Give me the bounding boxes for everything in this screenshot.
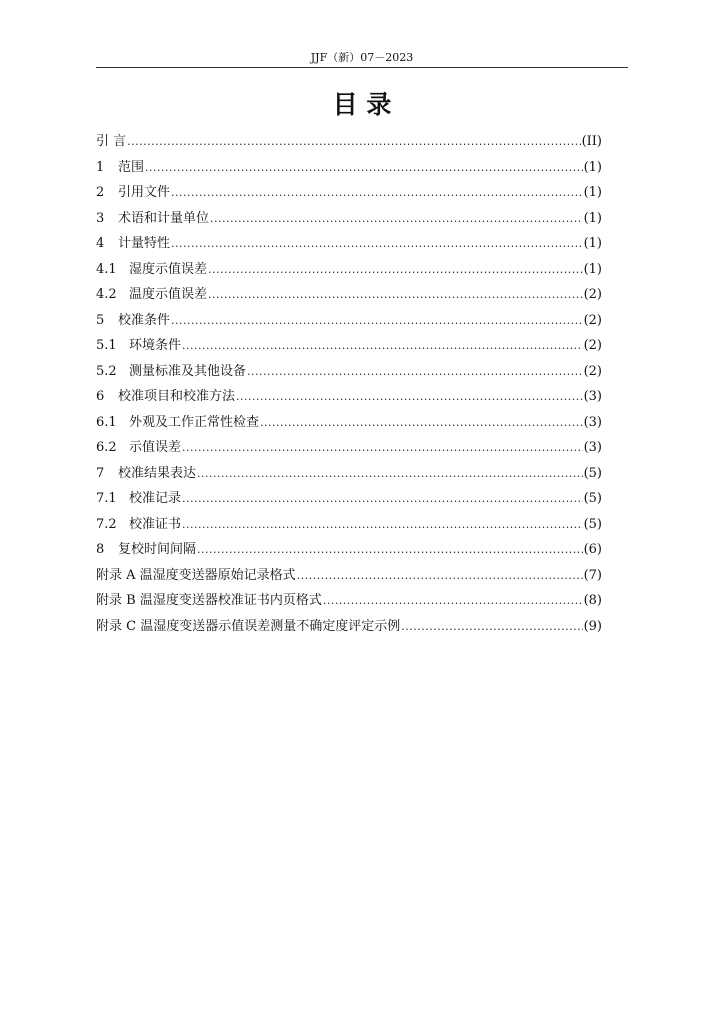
toc-dot-leader: [145, 155, 583, 181]
toc-section-number: 4.2: [96, 287, 117, 302]
toc-page-number: (5): [583, 516, 602, 532]
toc-entry[interactable]: [96, 257, 602, 283]
toc-dot-leader: [197, 537, 583, 563]
toc-label: 校准记录: [129, 491, 182, 506]
toc-page-number: (3): [583, 389, 602, 404]
toc-entry[interactable]: [96, 155, 602, 181]
toc-page-number: (5): [583, 491, 602, 506]
toc-entry[interactable]: [96, 537, 602, 563]
toc-dot-leader: [197, 461, 583, 487]
toc-label: 校准项目和校准方法: [118, 389, 236, 404]
toc-dot-leader: [247, 359, 583, 385]
toc-section-number: 7.2: [96, 516, 117, 532]
toc-label: 计量特性: [118, 236, 171, 251]
toc-label: 校准条件: [118, 312, 171, 328]
toc-dot-leader: [182, 333, 583, 359]
page-header-code: JJF（新）07－2023: [310, 51, 414, 64]
toc-label: 引用文件: [118, 185, 171, 200]
toc-entry[interactable]: [96, 333, 602, 359]
toc-section-number: 6.1: [96, 414, 117, 430]
toc-dot-leader: [127, 129, 580, 155]
toc-section-number: 5.2: [96, 363, 117, 379]
toc-label: 测量标准及其他设备: [129, 363, 247, 379]
toc-entry[interactable]: [96, 461, 602, 487]
toc-label: 环境条件: [129, 338, 182, 353]
header-rule: [96, 67, 628, 68]
toc-page-number: (II): [581, 134, 602, 149]
toc-dot-leader: [182, 512, 583, 538]
toc-entry[interactable]: [96, 410, 602, 436]
toc-entry-appendix-a[interactable]: [96, 563, 602, 589]
toc-section-number: 7: [96, 465, 105, 481]
toc-entry[interactable]: [96, 435, 602, 461]
toc-page-number: (1): [583, 210, 602, 226]
toc-page-number: (6): [583, 542, 602, 557]
toc-entry[interactable]: [96, 206, 602, 232]
toc-label: 校准结果表达: [118, 465, 197, 481]
toc-label: 术语和计量单位: [118, 210, 210, 226]
toc-entry-appendix-b[interactable]: [96, 588, 602, 614]
toc-entry[interactable]: [96, 308, 602, 334]
toc-dot-leader: [297, 563, 583, 589]
toc-entry[interactable]: [96, 384, 602, 410]
toc-dot-leader: [171, 308, 583, 334]
page-title: 目 录: [332, 90, 392, 119]
toc-section-number: 5.1: [96, 338, 117, 353]
toc-section-number: 6.2: [96, 440, 117, 455]
toc-section-number: 6: [96, 389, 105, 404]
toc-label: 示值误差: [129, 440, 182, 455]
toc-page-number: (1): [583, 159, 602, 175]
toc-dot-leader: [182, 486, 583, 512]
toc-label: 附录 B 温湿度变送器校准证书内页格式: [96, 593, 322, 608]
toc-list: [96, 129, 602, 639]
toc-page-number: (7): [583, 567, 602, 583]
toc-page-number: (1): [583, 261, 602, 277]
toc-section-number: 5: [96, 312, 105, 328]
toc-page-number: (5): [583, 465, 602, 481]
toc-dot-leader: [323, 588, 583, 614]
toc-dot-leader: [171, 180, 583, 206]
toc-dot-leader: [182, 435, 583, 461]
toc-page-number: (2): [583, 312, 602, 328]
toc-section-number: 7.1: [96, 491, 117, 506]
toc-entry-intro[interactable]: [96, 129, 602, 155]
toc-page-number: (1): [583, 236, 602, 251]
toc-page-number: (3): [583, 414, 602, 430]
toc-page-number: (9): [583, 618, 602, 634]
toc-page-number: (1): [583, 185, 602, 200]
toc-dot-leader: [401, 614, 582, 640]
toc-page-number: (2): [583, 287, 602, 302]
toc-label: 范围: [118, 159, 145, 175]
toc-section-number: 2: [96, 185, 105, 200]
toc-section-number: 8: [96, 542, 105, 557]
toc-entry-appendix-c[interactable]: [96, 614, 602, 640]
toc-entry[interactable]: [96, 486, 602, 512]
toc-entry[interactable]: [96, 180, 602, 206]
toc-entry[interactable]: [96, 282, 602, 308]
toc-label: 湿度示值误差: [129, 261, 208, 277]
toc-dot-leader: [210, 206, 583, 232]
toc-dot-leader: [236, 384, 583, 410]
toc-page-number: (3): [583, 440, 602, 455]
toc-page-number: (8): [583, 593, 602, 608]
toc-dot-leader: [260, 410, 583, 436]
toc-label: 校准证书: [129, 516, 182, 532]
toc-entry[interactable]: [96, 231, 602, 257]
toc-dot-leader: [171, 231, 583, 257]
toc-entry[interactable]: [96, 512, 602, 538]
toc-label: 附录 A 温湿度变送器原始记录格式: [96, 567, 296, 583]
toc-label: 引 言: [96, 134, 127, 149]
toc-entry[interactable]: [96, 359, 602, 385]
toc-dot-leader: [208, 257, 583, 283]
toc-label: 复校时间间隔: [118, 542, 197, 557]
toc-page-number: (2): [583, 363, 602, 379]
toc-section-number: 3: [96, 210, 105, 226]
toc-label: 附录 C 温湿度变送器示值误差测量不确定度评定示例: [96, 618, 401, 634]
toc-label: 温度示值误差: [129, 287, 208, 302]
toc-section-number: 1: [96, 159, 105, 175]
toc-section-number: 4: [96, 236, 105, 251]
toc-section-number: 4.1: [96, 261, 117, 277]
toc-dot-leader: [208, 282, 583, 308]
toc-label: 外观及工作正常性检查: [129, 414, 260, 430]
toc-page-number: (2): [583, 338, 602, 353]
